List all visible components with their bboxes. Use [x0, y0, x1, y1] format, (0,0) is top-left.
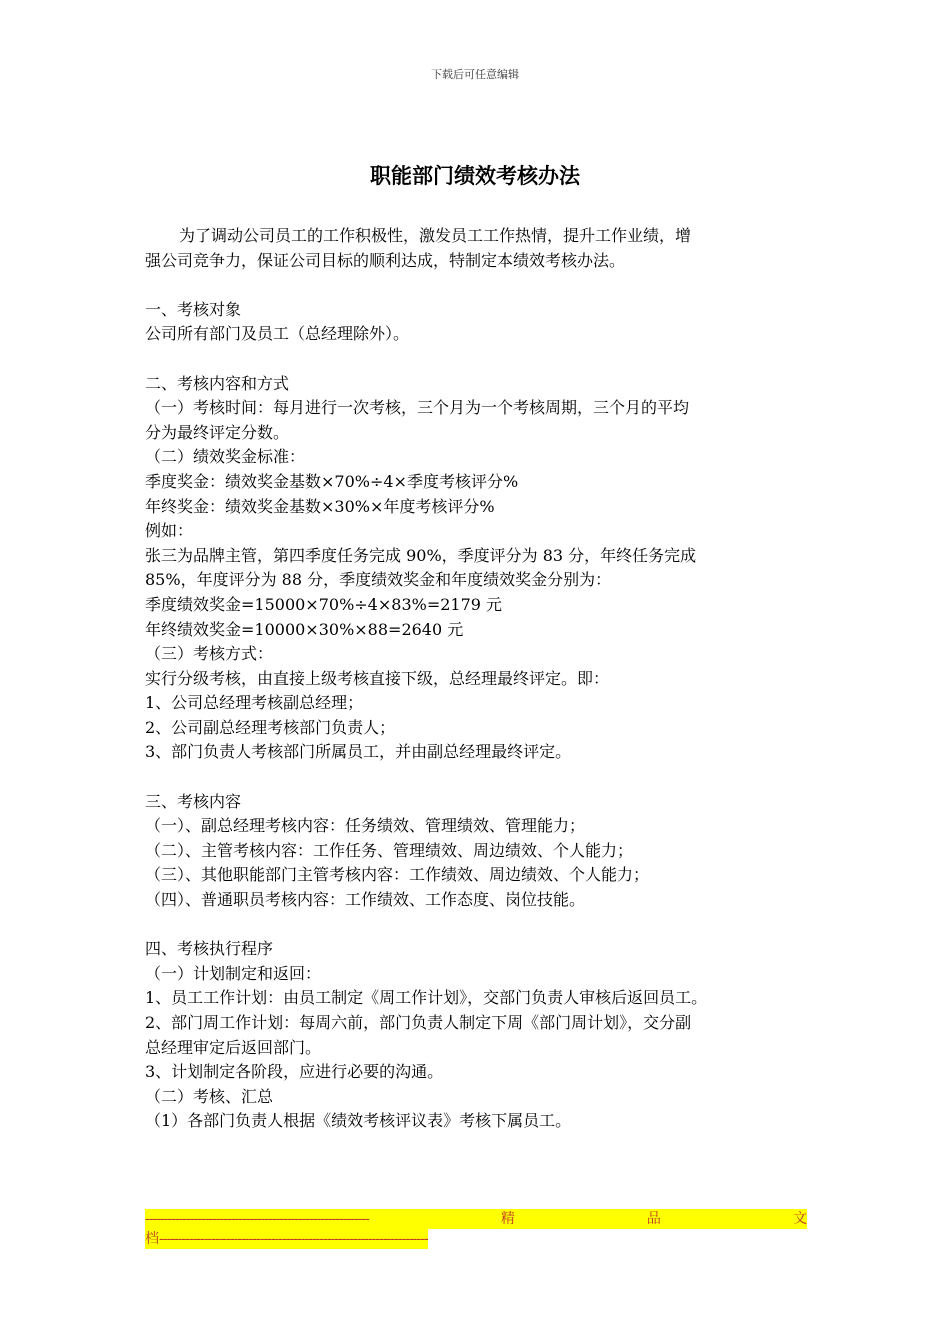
body-line: 实行分级考核，由直接上级考核直接下级，总经理最终评定。即： — [145, 668, 610, 688]
body-line: 1、员工工作计划：由员工制定《周工作计划》，交部门负责人审核后返回员工。 — [145, 988, 708, 1008]
body-line: 分为最终评定分数。 — [145, 422, 290, 442]
body-line: 3、部门负责人考核部门所属员工，并由副总经理最终评定。 — [145, 742, 572, 762]
footer-dashes: ------------------------------------------------------------------------ — [159, 1231, 428, 1247]
body-line: （二）考核、汇总 — [145, 1086, 274, 1106]
page-footer — [145, 1209, 807, 1255]
intro-line: 强公司竞争力，保证公司目标的顺利达成，特制定本绩效考核办法。 — [145, 250, 626, 270]
body-line: 公司所有部门及员工（总经理除外）。 — [145, 324, 410, 344]
document-body — [145, 224, 815, 1134]
page-header: 下载后可任意编辑 — [431, 68, 519, 81]
body-line: （1）各部门负责人根据《绩效考核评议表》考核下属员工。 — [145, 1111, 572, 1131]
body-line: 2、部门周工作计划：每周六前，部门负责人制定下周《部门周计划》，交分副 — [145, 1013, 692, 1032]
body-line: 季度奖金：绩效奖金基数×70%÷4×季度考核评分% — [145, 471, 519, 491]
body-line: 2、公司副总经理考核部门负责人； — [145, 717, 396, 737]
body-line: 例如： — [145, 521, 194, 541]
section-heading: 一、考核对象 — [145, 299, 242, 319]
body-line: 85%，年度评分为 88 分，季度绩效奖金和年度绩效奖金分别为： — [145, 570, 612, 590]
body-line: （三）考核方式： — [145, 644, 274, 664]
body-line: （二）、主管考核内容：工作任务、管理绩效、周边绩效、个人能力； — [145, 840, 634, 860]
body-line: （一）考核时间：每月进行一次考核，三个月为一个考核周期，三个月的平均 — [145, 398, 690, 418]
section-heading: 四、考核执行程序 — [145, 939, 274, 959]
footer-char: 档 — [145, 1231, 159, 1247]
body-line: 3、计划制定各阶段，应进行必要的沟通。 — [145, 1062, 444, 1082]
body-line: 年终绩效奖金=10000×30%×88=2640 元 — [145, 619, 464, 639]
body-line: （二）绩效奖金标准： — [145, 447, 306, 467]
section-heading: 二、考核内容和方式 — [145, 373, 290, 393]
body-line: 总经理审定后返回部门。 — [145, 1037, 322, 1057]
intro-line: 为了调动公司员工的工作积极性，激发员工工作热情，提升工作业绩，增 — [179, 226, 692, 245]
footer-line-1 — [145, 1209, 807, 1229]
footer-line-2 — [145, 1229, 428, 1249]
section-heading: 三、考核内容 — [145, 791, 242, 811]
body-line: （四）、普通职员考核内容：工作绩效、工作态度、岗位技能。 — [145, 890, 586, 910]
body-line: （三）、其他职能部门主管考核内容：工作绩效、周边绩效、个人能力； — [145, 865, 650, 885]
body-line: 季度绩效奖金=15000×70%÷4×83%=2179 元 — [145, 594, 503, 614]
footer-char: 品 — [646, 1211, 661, 1227]
body-line: （一）计划制定和返回： — [145, 963, 322, 983]
body-line: 年终奖金：绩效奖金基数×30%×年度考核评分% — [145, 496, 495, 516]
document-title: 职能部门绩效考核办法 — [370, 163, 580, 188]
footer-char: 精 — [500, 1211, 515, 1227]
footer-dashes: ------------------------------------------------------------ — [145, 1211, 369, 1227]
body-line: 张三为品牌主管，第四季度任务完成 90%，季度评分为 83 分，年终任务完成 — [145, 545, 697, 565]
body-line: 1、公司总经理考核副总经理； — [145, 693, 364, 713]
body-line: （一）、副总经理考核内容：任务绩效、管理绩效、管理能力； — [145, 816, 586, 836]
footer-char: 文 — [792, 1211, 807, 1227]
